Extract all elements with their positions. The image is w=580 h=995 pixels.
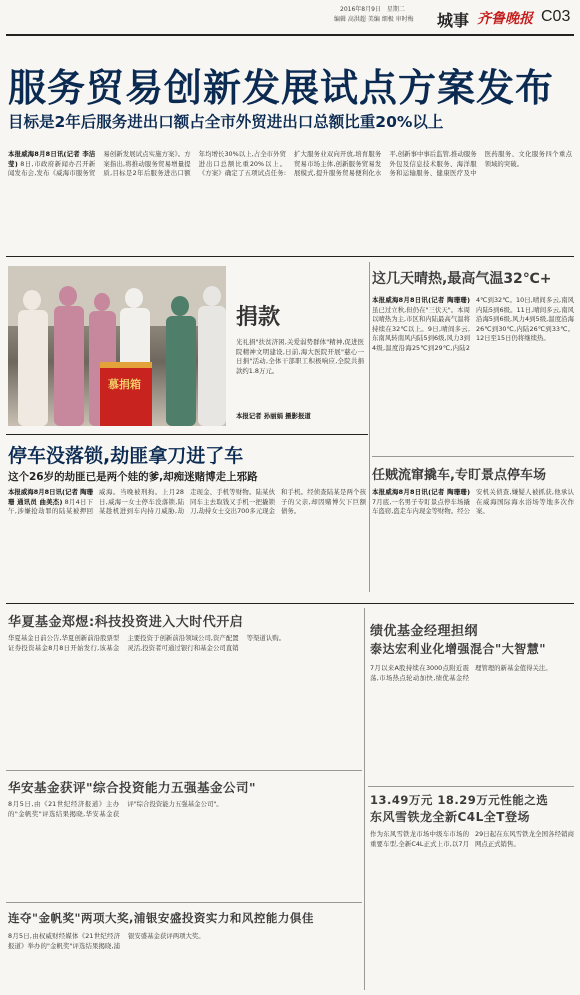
car-headline: 13.49万元 18.29万元性能之选 [370,793,549,807]
parking-headline: 任贼流窜撬车,专盯景点停车场 [372,468,546,483]
robbery-text: 8月4日下午,涉嫌抢劫罪的陆某被押回威海。当晚被刑拘。上月28日,威海一女士停车没落锁,陆某趁机进到车内持刀威胁,劫走现金、手机等财物。陆某伙同车主去取钱又手机一把撬锁刀,劫持女士交出700多元现金和手机。经侦查陆某是两个孩子的父亲,却因赌博欠下巨额债务。 [8,488,366,516]
mid-rule [6,434,368,435]
wealth-text: 7月以来A股持续在3000点附近震荡,市场热点轮动加快,绩优基金经理管理的新基金值得关注。 [370,664,552,682]
lead-body [8,150,572,250]
editors: 编辑 高洪超 美编 细极 审时梅 [334,16,414,23]
page-number: C03 [541,8,571,25]
wealth-subhead: 泰达宏利业化增强混合"大智慧" [370,642,547,656]
invest1-body [8,634,358,762]
weather-body [372,296,574,446]
invest3-headline: 连夺"金帆奖"两项大奖,浦银安盛投资实力和风控能力俱佳 [8,911,314,925]
parking-text: 7月底,一名男子专盯景点停车场撬车盗窃,盗走车内现金等财物。经公安机关侦查,嫌疑人被抓获,他承认在威海国际海水浴场等地多次作案。 [372,488,574,516]
invest1-headline: 华夏基金郑煜:科技投资进入大时代开启 [8,615,244,630]
date-text: 2016年8月9日 [340,6,381,13]
donation-credit: 本报记者 孙丽娟 摄影报道 [236,412,311,420]
wealth-headline: 绩优基金经理担纲 [370,624,479,639]
invest2-text: 8月5日,由《21世纪经济报道》主办的"金帆奖"评选结果揭晓,华安基金获评"综合投资能力五强基金公司"。 [8,800,223,818]
ads-bottom-rule-left [6,902,362,903]
masthead-rule [6,34,574,36]
donation-title: 捐款 [236,305,281,330]
wealth-body [370,664,574,782]
car-text: 作为东风雪铁龙市场中级车市场的重要车型,全新C4L正式上市,以7月29日起在东风雪铁龙全国各经销商网点正式销售。 [370,830,574,848]
car-rule [368,786,574,787]
parking-rule [372,456,574,457]
parking-byline: 本报威海8月8日讯(记者 陶珊珊) [372,488,470,496]
robbery-byline: 本报威海8月8日讯(记者 陶珊珊 通讯员 曲美杰) [8,488,93,506]
right-col-divider [369,262,370,592]
car-subhead: 东风雪铁龙全新C4L全T登场 [370,810,530,824]
lead-headline: 服务贸易创新发展试点方案发布 [8,66,555,110]
donation-box-sign: 慕捐箱 [108,378,141,391]
masthead [0,0,580,40]
weather-text: 虽已过立秋,但仍在"三伏天"。本周以晴热为主,市区和内陆最高气温将持续在32℃以上。9日,晴间多云,东南风转南风内陆5到6级,风力3到4级,温度沿海25℃到29℃,内陆24℃到32℃。10日,晴间多云,南风内陆5到6级。11日,晴间多云,南风沿海5到6级,风力4到5级,温度沿海26℃到30℃,内陆26℃到33℃。12日至15日仍将继续热。 [372,296,574,352]
donation-photo [8,266,226,426]
weather-byline: 本报威海8月8日讯(记者 陶珊珊) [372,296,470,304]
invest2-headline: 华安基金获评"综合投资能力五强基金公司" [8,780,257,795]
ads-top-rule [6,603,574,604]
ads-mid-rule-left [6,770,362,771]
invest1-text: 华夏基金日前公告,华夏创新前沿股票型证券投资基金8月8日开始发行,该基金主要投资于创新前沿领域公司,资产配置灵活,投资者可通过银行和基金公司直销等渠道认购。 [8,634,285,652]
weekday-text: 星期二 [386,6,405,13]
lead-subhead: 目标是2年后服务进出口额占全市外贸进出口总额比重20%以上 [8,113,444,131]
robbery-subhead: 这个26岁的劫匪已是两个娃的爹,却痴迷赌博走上邪路 [8,471,258,483]
robbery-body [8,488,366,598]
invest3-body [8,932,360,990]
donation-text: 光礼捐"扶贫济困,关爱弱势群体"精神,促进医院精神文明建设,日前,海大医院开展"慈心一日捐"活动,全体干部职工积极响应,全院共捐款约1.8万元。 [236,338,364,375]
ads-divider [364,608,365,990]
paper-logo: 齐鲁晚报 [477,11,533,27]
lead-rule [6,256,574,257]
robbery-headline: 停车没落锁,劫匪拿刀进了车 [8,445,244,467]
donation-photo-figures [8,266,226,426]
lead-text: 8日,市政府新闻办召开新闻发布会,发布《威海市服务贸易创新发展试点实施方案》。方案指出,将推动服务贸易增量提质,目标是2年后服务进出口额年均增长30%以上,占全市外贸进出口总额比重20%以上。《方案》确定了五项试点任务:扩大服务业双向开放,培育服务贸易市场主体,创新服务贸易发展模式,提升服务贸易便利化水平,创新事中事后监管,推动服务外包及信息技术服务、海洋服务和运输服务、健康医疗及中医药服务、文化服务四个重点领域的突破。 [8,150,572,178]
weather-headline: 这几天晴热,最高气温32℃+ [372,271,552,287]
section-name: 城事 [437,11,470,30]
invest2-body [8,800,358,896]
car-body [370,830,574,990]
parking-body [372,488,574,596]
issue-date [340,6,405,14]
invest3-text: 8月5日,由权威财经媒体《21世纪经济报道》举办的"金帆奖"评选结果揭晓,浦银安盛基金获评两项大奖。 [8,932,205,950]
donation-body [236,338,364,404]
lead-byline: 本报威海8月8日讯(记者 李洁莹) [8,150,96,168]
